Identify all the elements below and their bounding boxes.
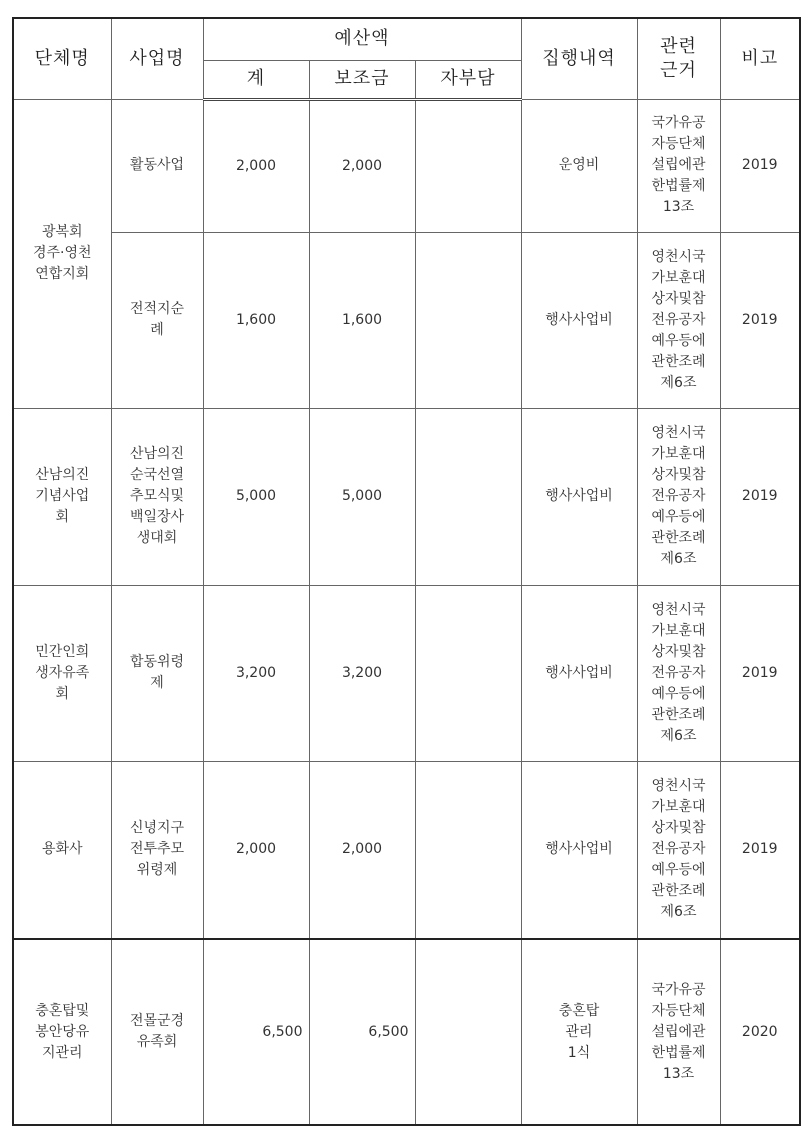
cell-subsidy: 5,000 [309, 408, 415, 585]
cell-org: 용화사 [13, 761, 111, 939]
cell-project: 신녕지구 전투추모 위령제 [111, 761, 203, 939]
cell-org: 충혼탑및 봉안당유 지관리 [13, 939, 111, 1125]
cell-execution: 행사사업비 [521, 232, 637, 408]
cell-total: 2,000 [203, 761, 309, 939]
cell-basis: 국가유공 자등단체 설립에관 한법률제 13조 [637, 939, 720, 1125]
header-org: 단체명 [13, 18, 111, 99]
cell-subsidy: 2,000 [309, 99, 415, 232]
table-row [13, 232, 800, 408]
cell-note: 2019 [720, 585, 800, 761]
cell-project: 전몰군경 유족회 [111, 939, 203, 1125]
cell-basis: 영천시국 가보훈대 상자및참 전유공자 예우등에 관한조례 제6조 [637, 761, 720, 939]
header-total: 계 [203, 60, 309, 99]
cell-note: 2020 [720, 939, 800, 1125]
cell-basis: 영천시국 가보훈대 상자및참 전유공자 예우등에 관한조례 제6조 [637, 232, 720, 408]
cell-note: 2019 [720, 761, 800, 939]
header-budget: 예산액 [203, 18, 521, 60]
cell-execution: 행사사업비 [521, 408, 637, 585]
cell-self [415, 408, 521, 585]
table-row [13, 585, 800, 761]
header-self: 자부담 [415, 60, 521, 99]
cell-org: 광복회 경주·영천 연합지회 [13, 99, 111, 408]
table-row [13, 408, 800, 585]
header-note: 비고 [720, 18, 800, 99]
cell-subsidy: 3,200 [309, 585, 415, 761]
table-row [13, 761, 800, 939]
cell-self [415, 585, 521, 761]
cell-project: 활동사업 [111, 99, 203, 232]
header-project: 사업명 [111, 18, 203, 99]
cell-project: 합동위령 제 [111, 585, 203, 761]
budget-table [12, 17, 801, 1126]
header-execution: 집행내역 [521, 18, 637, 99]
table-row [13, 939, 800, 1125]
cell-execution: 행사사업비 [521, 585, 637, 761]
cell-note: 2019 [720, 232, 800, 408]
cell-subsidy: 6,500 [309, 939, 415, 1125]
cell-total: 1,600 [203, 232, 309, 408]
header-subsidy: 보조금 [309, 60, 415, 99]
cell-org: 민간인희 생자유족 회 [13, 585, 111, 761]
cell-note: 2019 [720, 99, 800, 232]
cell-project: 전적지순 례 [111, 232, 203, 408]
cell-self [415, 232, 521, 408]
cell-note: 2019 [720, 408, 800, 585]
cell-basis: 영천시국 가보훈대 상자및참 전유공자 예우등에 관한조례 제6조 [637, 408, 720, 585]
cell-self [415, 939, 521, 1125]
cell-total: 6,500 [203, 939, 309, 1125]
cell-subsidy: 1,600 [309, 232, 415, 408]
cell-total: 2,000 [203, 99, 309, 232]
cell-execution: 운영비 [521, 99, 637, 232]
cell-total: 5,000 [203, 408, 309, 585]
header-basis: 관련 근거 [637, 18, 720, 99]
cell-self [415, 99, 521, 232]
cell-org: 산남의진 기념사업 회 [13, 408, 111, 585]
cell-project: 산남의진 순국선열 추모식및 백일장사 생대회 [111, 408, 203, 585]
cell-self [415, 761, 521, 939]
cell-execution: 행사사업비 [521, 761, 637, 939]
cell-subsidy: 2,000 [309, 761, 415, 939]
cell-basis: 국가유공 자등단체 설립에관 한법률제 13조 [637, 99, 720, 232]
cell-basis: 영천시국 가보훈대 상자및참 전유공자 예우등에 관한조례 제6조 [637, 585, 720, 761]
table-row [13, 99, 800, 232]
cell-execution: 충혼탑 관리 1식 [521, 939, 637, 1125]
cell-total: 3,200 [203, 585, 309, 761]
